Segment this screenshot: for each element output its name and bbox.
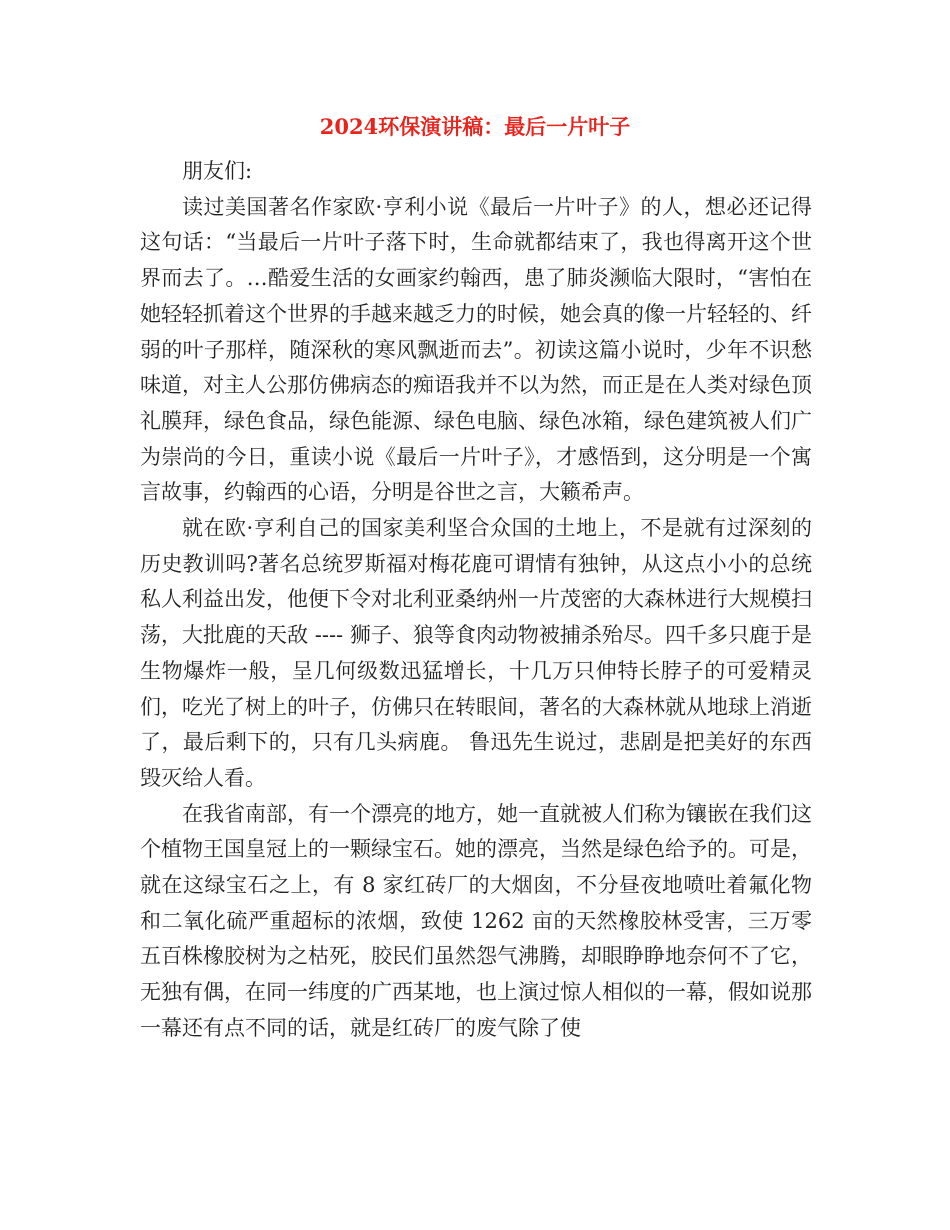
paragraph-1: 读过美国著名作家欧·亨利小说《最后一片叶子》的人，想必还记得这句话：“当最后一片叶子落下时，生命就都结束了，我也得离开这个世界而去了。…酷爱生活的女画家约翰西，患了肺炎濒临大限时，“害怕在她轻轻抓着这个世界的手越来越乏力的时候，她会真的像一片轻轻的、纤弱的叶子那样，随深秋的寒风飘逝而去”。初读这篇小说时，少年不识愁味道，对主人公那仿佛病态的痴语我并不以为然，而正是在人类对绿色顶礼膜拜，绿色食品，绿色能源、绿色电脑、绿色冰箱，绿色建筑被人们广为崇尚的今日，重读小说《最后一片叶子》，才感悟到，这分明是一个寓言故事，约翰西的心语，分明是谷世之言，大籁希声。 xyxy=(140,194,812,505)
paragraph-3: 在我省南部，有一个漂亮的地方，她一直就被人们称为镶嵌在我们这个植物王国皇冠上的一颗绿宝石。她的漂亮，当然是绿色给予的。可是，就在这绿宝石之上，有 8 家红砖厂的大烟囱，不分昼夜地喷吐着氟化物和二氧化硫严重超标的浓烟，致使 1262 亩的天然橡胶林受害，三万零五百株橡胶树为之枯死，胶民们虽然怨气沸腾，却眼睁睁地奈何不了它，无独有偶，在同一纬度的广西某地，也上演过惊人相似的一幕，假如说那一幕还有点不同的话，就是红砖厂的废气除了使 xyxy=(140,801,812,1040)
greeting-line: 朋友们: xyxy=(182,159,253,183)
paragraph-2: 就在欧·亨利自己的国家美利坚合众国的土地上，不是就有过深刻的历史教训吗?著名总统罗斯福对梅花鹿可谓情有独钟，从这点小小的总统私人利益出发，他便下令对北利亚桑纳州一片茂密的大森林进行大规模扫荡，大批鹿的天敌 ---- 狮子、狼等食肉动物被捕杀殆尽。四千多只鹿于是生物爆炸一般，呈几何级数迅猛增长，十几万只伸特长脖子的可爱精灵们，吃光了树上的叶子，仿佛只在转眼间，著名的大森林就从地球上消逝了，最后剩下的，只有几头病鹿。 鲁迅先生说过，悲剧是把美好的东西毁灭给人看。 xyxy=(140,516,812,790)
document-body xyxy=(140,154,812,1047)
document-title: 2024环保演讲稿：最后一片叶子 xyxy=(319,114,631,139)
